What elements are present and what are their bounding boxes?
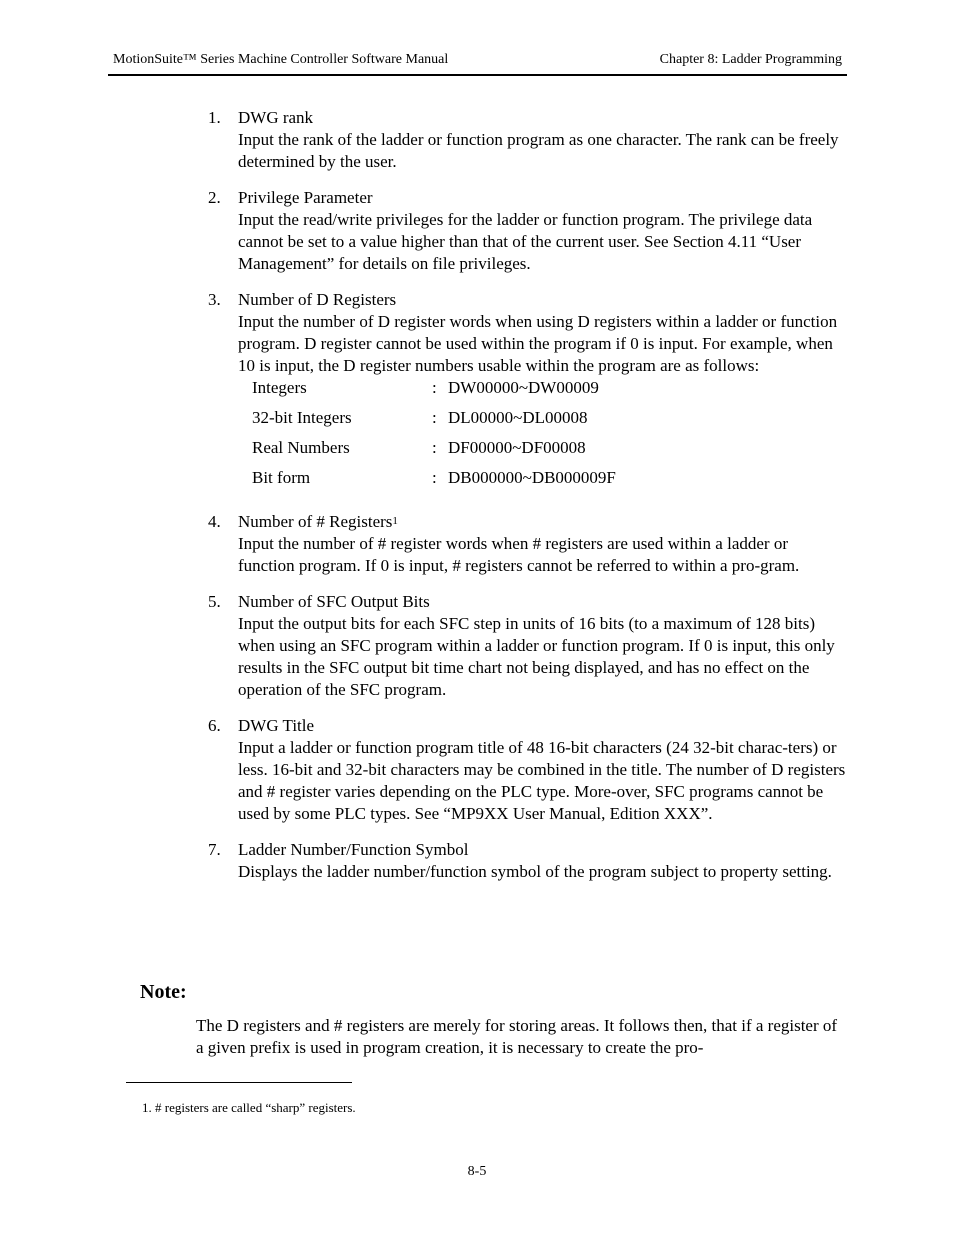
separator: :: [432, 438, 437, 457]
list-item: [208, 511, 848, 577]
register-row: [252, 407, 848, 437]
register-row: [252, 437, 848, 467]
separator: :: [432, 468, 437, 487]
list-item: [208, 715, 848, 825]
register-row: [252, 467, 848, 497]
item-number: 5.: [208, 592, 221, 611]
register-range: DW00000~DW00009: [448, 378, 599, 397]
item-title: DWG rank: [238, 108, 314, 127]
list-item: [208, 289, 848, 497]
list-item: [208, 187, 848, 275]
item-number: 3.: [208, 290, 221, 309]
register-range: DB000000~DB000009F: [448, 468, 616, 487]
parameter-list: [208, 107, 848, 897]
item-description: Input a ladder or function program title of 48 16-bit characters (24 32-bit charac-ters) or less. 16-bit and 32-bit characters may be combined in the title. The number of D registers and # register varies depending on the PLC type. More-over, SFC programs cannot be used by some PLC types. See “MP9XX User Manual, Edition XXX”.: [238, 738, 846, 823]
register-range: DF00000~DF00008: [448, 438, 586, 457]
item-description: Input the read/write privileges for the ladder or function program. The privilege data cannot be set to a value higher than that of the current user. See Section 4.11 “User Management” for details on file privileges.: [238, 210, 813, 273]
item-title: Ladder Number/Function Symbol: [238, 840, 469, 859]
item-number: 7.: [208, 840, 221, 859]
item-description: Input the number of D register words when using D registers within a ladder or function program. D register cannot be used within the program if 0 is input. For example, when 10 is input, the D register numbers usable within the program are as follows:: [238, 312, 838, 375]
register-type: 32-bit Integers: [252, 408, 352, 427]
footnote-divider: [126, 1082, 352, 1083]
list-item: [208, 591, 848, 701]
item-description: Displays the ladder number/function symbol of the program subject to property setting.: [238, 862, 832, 881]
item-number: 6.: [208, 716, 221, 735]
note-heading: Note:: [140, 981, 187, 1003]
register-row: [252, 377, 848, 407]
footnote: 1. # registers are called “sharp” registers.: [142, 1100, 356, 1115]
register-type: Real Numbers: [252, 438, 350, 457]
separator: :: [432, 408, 437, 427]
list-item: [208, 839, 848, 883]
item-title: [238, 511, 848, 533]
page-number: 8-5: [467, 1164, 487, 1179]
register-range: DL00000~DL00008: [448, 408, 588, 427]
item-number: 1.: [208, 108, 221, 127]
item-title: Privilege Parameter: [238, 188, 373, 207]
separator: :: [432, 378, 437, 397]
item-number: 2.: [208, 188, 221, 207]
note-body: The D registers and # registers are merely for storing areas. It follows then, that if a register of a given prefix is used in program creation, it is necessary to create the pro-: [196, 1016, 838, 1057]
footnote-reference: 1: [392, 515, 398, 527]
item-title-text: Number of # Registers: [238, 512, 393, 531]
list-item: [208, 107, 848, 173]
item-description: Input the number of # register words when # registers are used within a ladder or function program. If 0 is input, # registers cannot be referred to within a pro-gram.: [238, 534, 800, 575]
item-title: Number of D Registers: [238, 290, 397, 309]
register-type: Integers: [252, 378, 307, 397]
header-divider: [108, 74, 847, 76]
item-number: 4.: [208, 512, 221, 531]
item-title: Number of SFC Output Bits: [238, 592, 430, 611]
running-header-title: MotionSuite™ Series Machine Controller Software Manual: [113, 52, 449, 67]
register-range-table: [252, 377, 848, 497]
register-type: Bit form: [252, 468, 311, 487]
item-description: Input the rank of the ladder or function program as one character. The rank can be freely determined by the user.: [238, 130, 839, 171]
item-description: Input the output bits for each SFC step in units of 16 bits (to a maximum of 128 bits) when using an SFC program within a ladder or function program. If 0 is input, this only results in the SFC output bit time chart not being displayed, and has no effect on the operation of the SFC program.: [238, 614, 835, 699]
item-title: DWG Title: [238, 716, 315, 735]
running-header-chapter: Chapter 8: Ladder Programming: [659, 52, 842, 67]
